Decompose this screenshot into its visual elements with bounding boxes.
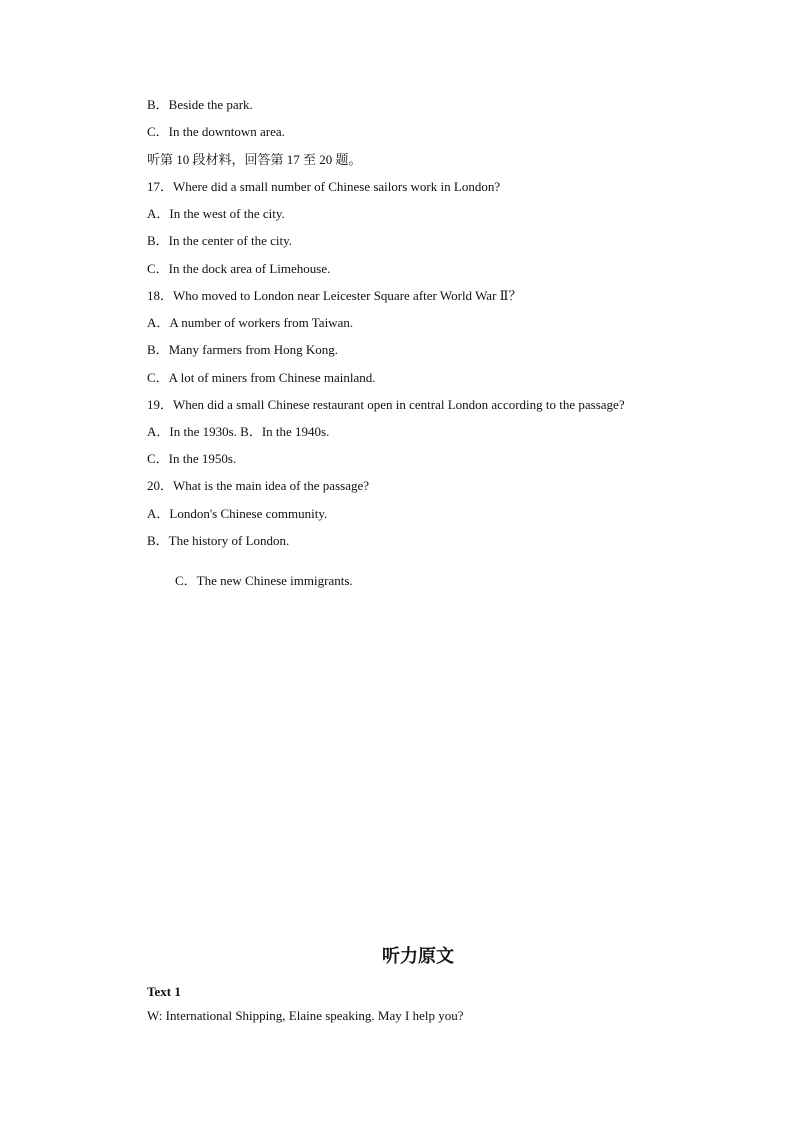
text-label: Text 1 [147,984,181,999]
question-20: 20．What is the main idea of the passage? [147,478,370,493]
question-19: 19．When did a small Chinese restaurant open in central London according to the passage? [147,397,625,412]
listening-instruction: 听第 10 段材料，回答第 17 至 20 题。 [147,152,362,167]
option-20-c: C．The new Chinese immigrants. [175,573,353,588]
question-17: 17．Where did a small number of Chinese sailors work in London? [147,179,501,194]
option-16-c: C．In the downtown area. [147,124,285,139]
option-17-a: A．In the west of the city. [147,206,285,221]
option-19-c: C．In the 1950s. [147,451,237,466]
option-18-a: A．A number of workers from Taiwan. [147,315,354,330]
question-18: 18．Who moved to London near Leicester Square after World War Ⅱ？ [147,288,522,303]
section-title: 听力原文 [382,946,454,967]
dialogue-line: W: International Shipping, Elaine speaking. May I help you? [147,1008,464,1023]
option-20-a: A．London's Chinese community. [147,506,328,521]
options-19-a-b: A．In the 1930s. B．In the 1940s. [147,424,330,439]
option-20-b: B．The history of London. [147,533,290,548]
option-17-b: B．In the center of the city. [147,233,292,248]
option-17-c: C．In the dock area of Limehouse. [147,261,331,276]
option-18-b: B．Many farmers from Hong Kong. [147,342,338,357]
option-18-c: C．A lot of miners from Chinese mainland. [147,370,376,385]
option-16-b: B．Beside the park. [147,97,253,112]
